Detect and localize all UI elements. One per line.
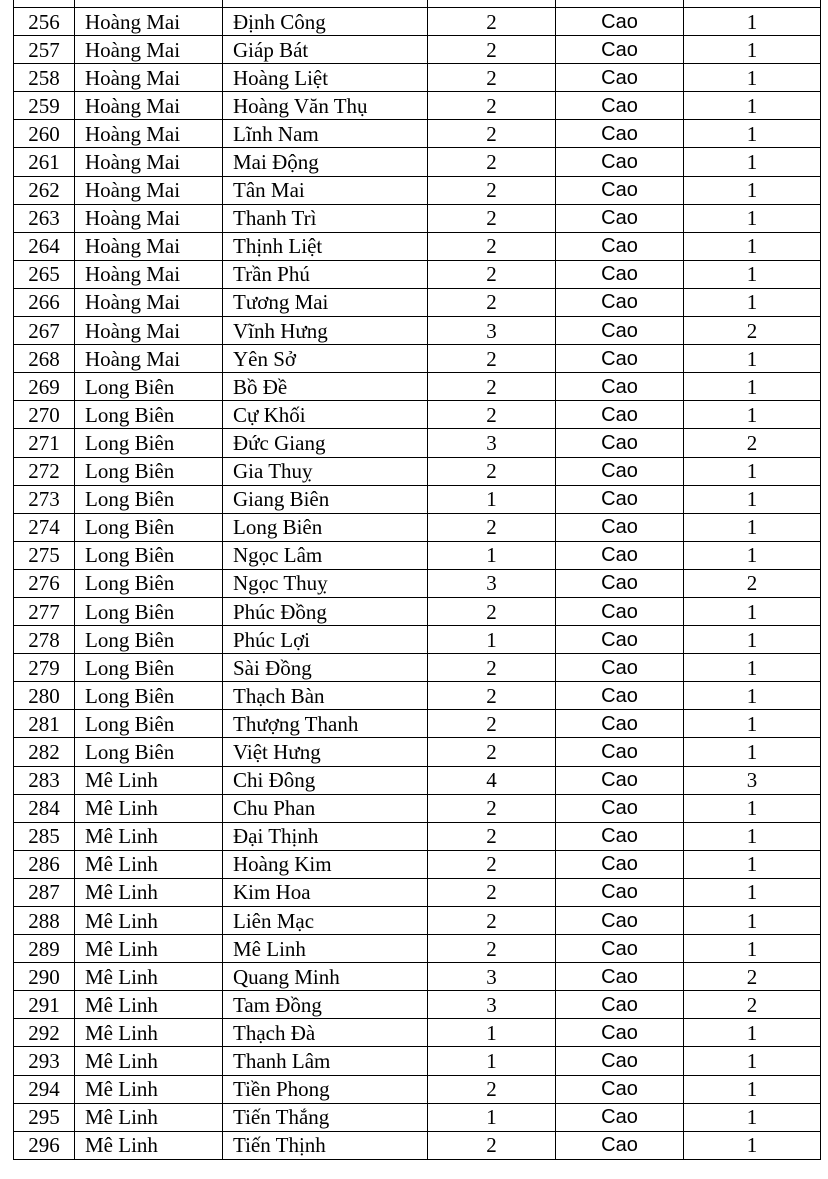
count-cell: 3	[428, 429, 556, 457]
level-cell: Cao	[556, 794, 684, 822]
level-cell: Cao	[556, 738, 684, 766]
ward-cell: Thanh Lâm	[223, 1047, 428, 1075]
count-cell: 2	[428, 260, 556, 288]
count-cell: 2	[428, 92, 556, 120]
count-cell: 2	[428, 1131, 556, 1159]
count-cell: 1	[428, 1103, 556, 1131]
count-cell: 1	[428, 626, 556, 654]
table-row	[14, 878, 821, 906]
level-cell: Cao	[556, 1075, 684, 1103]
row-number-cell: 285	[14, 822, 75, 850]
count-cell: 2	[428, 401, 556, 429]
row-number-cell: 294	[14, 1075, 75, 1103]
table-row	[14, 1075, 821, 1103]
district-cell: Hoàng Mai	[75, 232, 223, 260]
extra-count-cell: 1	[684, 148, 821, 176]
count-cell: 2	[428, 36, 556, 64]
row-number-cell: 281	[14, 710, 75, 738]
row-number-cell: 292	[14, 1019, 75, 1047]
row-number-cell: 264	[14, 232, 75, 260]
table-row	[14, 626, 821, 654]
ward-cell: Ngọc Thuỵ	[223, 569, 428, 597]
level-cell: Cao	[556, 317, 684, 345]
extra-count-cell: 2	[684, 317, 821, 345]
district-cell: Mê Linh	[75, 991, 223, 1019]
row-number-cell: 290	[14, 963, 75, 991]
extra-count-cell: 1	[684, 1103, 821, 1131]
table-row	[14, 654, 821, 682]
table-row	[14, 794, 821, 822]
extra-count-cell: 1	[684, 1075, 821, 1103]
row-number-cell: 262	[14, 176, 75, 204]
district-cell: Long Biên	[75, 710, 223, 738]
ward-cell: Hoàng Văn Thụ	[223, 92, 428, 120]
district-cell: Mê Linh	[75, 850, 223, 878]
extra-count-cell: 1	[684, 36, 821, 64]
ward-cell: Tân Mai	[223, 176, 428, 204]
count-cell: 2	[428, 288, 556, 316]
level-cell: Cao	[556, 682, 684, 710]
district-cell: Long Biên	[75, 541, 223, 569]
count-cell: 2	[428, 345, 556, 373]
count-cell: 2	[428, 738, 556, 766]
count-cell: 2	[428, 822, 556, 850]
ward-cell: Tiến Thắng	[223, 1103, 428, 1131]
table-cell-empty	[684, 0, 821, 8]
level-cell: Cao	[556, 569, 684, 597]
table-row	[14, 991, 821, 1019]
row-number-cell: 270	[14, 401, 75, 429]
table-row	[14, 429, 821, 457]
row-number-cell: 284	[14, 794, 75, 822]
table-row	[14, 597, 821, 625]
table-row	[14, 232, 821, 260]
count-cell: 1	[428, 485, 556, 513]
table-row	[14, 457, 821, 485]
district-cell: Mê Linh	[75, 963, 223, 991]
district-cell: Long Biên	[75, 626, 223, 654]
table-row	[14, 1019, 821, 1047]
level-cell: Cao	[556, 204, 684, 232]
level-cell: Cao	[556, 766, 684, 794]
level-cell: Cao	[556, 513, 684, 541]
level-cell: Cao	[556, 654, 684, 682]
table-row	[14, 373, 821, 401]
table-row	[14, 485, 821, 513]
count-cell: 2	[428, 148, 556, 176]
count-cell: 3	[428, 569, 556, 597]
district-cell: Hoàng Mai	[75, 36, 223, 64]
row-number-cell: 277	[14, 597, 75, 625]
row-number-cell: 266	[14, 288, 75, 316]
district-cell: Hoàng Mai	[75, 317, 223, 345]
extra-count-cell: 1	[684, 822, 821, 850]
count-cell: 2	[428, 850, 556, 878]
district-cell: Mê Linh	[75, 1131, 223, 1159]
table-row	[14, 345, 821, 373]
count-cell: 3	[428, 991, 556, 1019]
extra-count-cell: 2	[684, 963, 821, 991]
extra-count-cell: 1	[684, 1047, 821, 1075]
district-cell: Long Biên	[75, 401, 223, 429]
extra-count-cell: 1	[684, 738, 821, 766]
count-cell: 2	[428, 513, 556, 541]
table-row	[14, 64, 821, 92]
ward-cell: Kim Hoa	[223, 878, 428, 906]
district-cell: Mê Linh	[75, 935, 223, 963]
level-cell: Cao	[556, 401, 684, 429]
level-cell: Cao	[556, 120, 684, 148]
extra-count-cell: 1	[684, 1131, 821, 1159]
table-row	[14, 822, 821, 850]
extra-count-cell: 1	[684, 794, 821, 822]
count-cell: 2	[428, 794, 556, 822]
row-number-cell: 268	[14, 345, 75, 373]
count-cell: 2	[428, 935, 556, 963]
table-row	[14, 907, 821, 935]
extra-count-cell: 1	[684, 907, 821, 935]
row-number-cell: 269	[14, 373, 75, 401]
ward-cell: Cự Khối	[223, 401, 428, 429]
ward-cell: Trần Phú	[223, 260, 428, 288]
table-row	[14, 850, 821, 878]
table-cell-empty	[223, 0, 428, 8]
count-cell: 2	[428, 373, 556, 401]
ward-cell: Đức Giang	[223, 429, 428, 457]
extra-count-cell: 1	[684, 92, 821, 120]
table-row	[14, 682, 821, 710]
ward-cell: Ngọc Lâm	[223, 541, 428, 569]
table-row	[14, 401, 821, 429]
count-cell: 2	[428, 1075, 556, 1103]
ward-cell: Tiền Phong	[223, 1075, 428, 1103]
extra-count-cell: 1	[684, 626, 821, 654]
row-number-cell: 271	[14, 429, 75, 457]
row-number-cell: 259	[14, 92, 75, 120]
row-number-cell: 280	[14, 682, 75, 710]
table-row	[14, 513, 821, 541]
count-cell: 1	[428, 1019, 556, 1047]
level-cell: Cao	[556, 345, 684, 373]
table-row	[14, 148, 821, 176]
extra-count-cell: 1	[684, 682, 821, 710]
extra-count-cell: 1	[684, 654, 821, 682]
count-cell: 2	[428, 457, 556, 485]
table-row	[14, 710, 821, 738]
count-cell: 1	[428, 541, 556, 569]
table-row	[14, 204, 821, 232]
ward-cell: Định Công	[223, 8, 428, 36]
row-number-cell: 287	[14, 878, 75, 906]
ward-cell: Thượng Thanh	[223, 710, 428, 738]
district-cell: Hoàng Mai	[75, 204, 223, 232]
level-cell: Cao	[556, 148, 684, 176]
ward-cell: Thạch Đà	[223, 1019, 428, 1047]
table-row	[14, 1047, 821, 1075]
count-cell: 2	[428, 682, 556, 710]
table-row	[14, 36, 821, 64]
table-row	[14, 288, 821, 316]
district-cell: Mê Linh	[75, 794, 223, 822]
row-number-cell: 256	[14, 8, 75, 36]
extra-count-cell: 1	[684, 64, 821, 92]
ward-cell: Thanh Trì	[223, 204, 428, 232]
level-cell: Cao	[556, 485, 684, 513]
extra-count-cell: 2	[684, 429, 821, 457]
table-row	[14, 8, 821, 36]
extra-count-cell: 3	[684, 766, 821, 794]
district-cell: Long Biên	[75, 429, 223, 457]
extra-count-cell: 1	[684, 204, 821, 232]
row-number-cell: 272	[14, 457, 75, 485]
level-cell: Cao	[556, 626, 684, 654]
table-row	[14, 963, 821, 991]
district-cell: Long Biên	[75, 597, 223, 625]
level-cell: Cao	[556, 1131, 684, 1159]
table-row	[14, 120, 821, 148]
extra-count-cell: 1	[684, 345, 821, 373]
ward-cell: Phúc Lợi	[223, 626, 428, 654]
row-number-cell: 257	[14, 36, 75, 64]
table-row	[14, 317, 821, 345]
extra-count-cell: 1	[684, 401, 821, 429]
count-cell: 2	[428, 654, 556, 682]
level-cell: Cao	[556, 991, 684, 1019]
level-cell: Cao	[556, 373, 684, 401]
table-row	[14, 176, 821, 204]
district-cell: Long Biên	[75, 457, 223, 485]
count-cell: 2	[428, 710, 556, 738]
ward-cell: Bồ Đề	[223, 373, 428, 401]
row-number-cell: 267	[14, 317, 75, 345]
ward-cell: Gia Thuỵ	[223, 457, 428, 485]
district-cell: Mê Linh	[75, 878, 223, 906]
table-cell-empty	[75, 0, 223, 8]
table-row	[14, 1103, 821, 1131]
level-cell: Cao	[556, 878, 684, 906]
extra-count-cell: 1	[684, 176, 821, 204]
district-cell: Mê Linh	[75, 907, 223, 935]
level-cell: Cao	[556, 64, 684, 92]
district-cell: Long Biên	[75, 373, 223, 401]
ward-cell: Việt Hưng	[223, 738, 428, 766]
ward-cell: Chi Đông	[223, 766, 428, 794]
level-cell: Cao	[556, 260, 684, 288]
extra-count-cell: 1	[684, 8, 821, 36]
count-cell: 3	[428, 963, 556, 991]
ward-cell: Mê Linh	[223, 935, 428, 963]
extra-count-cell: 1	[684, 710, 821, 738]
ward-cell: Giang Biên	[223, 485, 428, 513]
row-number-cell: 291	[14, 991, 75, 1019]
district-cell: Hoàng Mai	[75, 64, 223, 92]
extra-count-cell: 1	[684, 513, 821, 541]
ward-cell: Phúc Đồng	[223, 597, 428, 625]
row-number-cell: 265	[14, 260, 75, 288]
level-cell: Cao	[556, 963, 684, 991]
ward-cell: Lĩnh Nam	[223, 120, 428, 148]
count-cell: 2	[428, 120, 556, 148]
level-cell: Cao	[556, 176, 684, 204]
table-cell-empty	[556, 0, 684, 8]
row-number-cell: 296	[14, 1131, 75, 1159]
level-cell: Cao	[556, 288, 684, 316]
extra-count-cell: 1	[684, 878, 821, 906]
ward-cell: Yên Sở	[223, 345, 428, 373]
table-row-continued	[14, 0, 821, 8]
count-cell: 2	[428, 176, 556, 204]
district-cell: Mê Linh	[75, 1075, 223, 1103]
level-cell: Cao	[556, 541, 684, 569]
district-cell: Long Biên	[75, 485, 223, 513]
ward-cell: Thịnh Liệt	[223, 232, 428, 260]
level-cell: Cao	[556, 1103, 684, 1131]
level-cell: Cao	[556, 597, 684, 625]
row-number-cell: 295	[14, 1103, 75, 1131]
count-cell: 2	[428, 232, 556, 260]
district-cell: Mê Linh	[75, 1047, 223, 1075]
count-cell: 2	[428, 204, 556, 232]
ward-cell: Giáp Bát	[223, 36, 428, 64]
district-cell: Mê Linh	[75, 766, 223, 794]
extra-count-cell: 2	[684, 569, 821, 597]
ward-cell: Quang Minh	[223, 963, 428, 991]
ward-cell: Mai Động	[223, 148, 428, 176]
row-number-cell: 283	[14, 766, 75, 794]
district-cell: Mê Linh	[75, 822, 223, 850]
district-cell: Hoàng Mai	[75, 92, 223, 120]
row-number-cell: 279	[14, 654, 75, 682]
district-cell: Hoàng Mai	[75, 8, 223, 36]
ward-cell: Thạch Bàn	[223, 682, 428, 710]
count-cell: 1	[428, 1047, 556, 1075]
extra-count-cell: 1	[684, 935, 821, 963]
level-cell: Cao	[556, 822, 684, 850]
row-number-cell: 289	[14, 935, 75, 963]
table-row	[14, 766, 821, 794]
extra-count-cell: 2	[684, 991, 821, 1019]
count-cell: 2	[428, 907, 556, 935]
table-row	[14, 92, 821, 120]
ward-table	[13, 0, 821, 1160]
district-cell: Hoàng Mai	[75, 120, 223, 148]
level-cell: Cao	[556, 907, 684, 935]
extra-count-cell: 1	[684, 120, 821, 148]
ward-cell: Tương Mai	[223, 288, 428, 316]
row-number-cell: 293	[14, 1047, 75, 1075]
extra-count-cell: 1	[684, 541, 821, 569]
row-number-cell: 263	[14, 204, 75, 232]
table-row	[14, 1131, 821, 1159]
extra-count-cell: 1	[684, 485, 821, 513]
district-cell: Mê Linh	[75, 1103, 223, 1131]
count-cell: 2	[428, 878, 556, 906]
count-cell: 4	[428, 766, 556, 794]
ward-cell: Long Biên	[223, 513, 428, 541]
row-number-cell: 260	[14, 120, 75, 148]
extra-count-cell: 1	[684, 597, 821, 625]
row-number-cell: 261	[14, 148, 75, 176]
row-number-cell: 274	[14, 513, 75, 541]
ward-cell: Chu Phan	[223, 794, 428, 822]
ward-cell: Liên Mạc	[223, 907, 428, 935]
district-cell: Hoàng Mai	[75, 288, 223, 316]
district-cell: Hoàng Mai	[75, 345, 223, 373]
extra-count-cell: 1	[684, 457, 821, 485]
district-cell: Long Biên	[75, 513, 223, 541]
level-cell: Cao	[556, 8, 684, 36]
district-cell: Hoàng Mai	[75, 176, 223, 204]
table-row	[14, 260, 821, 288]
row-number-cell: 275	[14, 541, 75, 569]
district-cell: Hoàng Mai	[75, 260, 223, 288]
row-number-cell: 276	[14, 569, 75, 597]
table-row	[14, 738, 821, 766]
district-cell: Long Biên	[75, 738, 223, 766]
count-cell: 2	[428, 64, 556, 92]
table-cell-empty	[428, 0, 556, 8]
table-row	[14, 935, 821, 963]
level-cell: Cao	[556, 36, 684, 64]
table-row	[14, 569, 821, 597]
ward-table-body	[14, 0, 821, 1159]
district-cell: Long Biên	[75, 682, 223, 710]
level-cell: Cao	[556, 92, 684, 120]
level-cell: Cao	[556, 457, 684, 485]
row-number-cell: 278	[14, 626, 75, 654]
level-cell: Cao	[556, 232, 684, 260]
ward-cell: Tam Đồng	[223, 991, 428, 1019]
ward-cell: Vĩnh Hưng	[223, 317, 428, 345]
row-number-cell: 288	[14, 907, 75, 935]
district-cell: Mê Linh	[75, 1019, 223, 1047]
ward-cell: Sài Đồng	[223, 654, 428, 682]
district-cell: Long Biên	[75, 654, 223, 682]
row-number-cell: 286	[14, 850, 75, 878]
extra-count-cell: 1	[684, 373, 821, 401]
ward-cell: Tiến Thịnh	[223, 1131, 428, 1159]
extra-count-cell: 1	[684, 1019, 821, 1047]
ward-cell: Đại Thịnh	[223, 822, 428, 850]
count-cell: 2	[428, 8, 556, 36]
extra-count-cell: 1	[684, 850, 821, 878]
row-number-cell: 273	[14, 485, 75, 513]
extra-count-cell: 1	[684, 288, 821, 316]
table-cell-empty	[14, 0, 75, 8]
ward-cell: Hoàng Liệt	[223, 64, 428, 92]
level-cell: Cao	[556, 1047, 684, 1075]
district-cell: Long Biên	[75, 569, 223, 597]
row-number-cell: 282	[14, 738, 75, 766]
extra-count-cell: 1	[684, 232, 821, 260]
table-row	[14, 541, 821, 569]
ward-cell: Hoàng Kim	[223, 850, 428, 878]
count-cell: 2	[428, 597, 556, 625]
level-cell: Cao	[556, 850, 684, 878]
level-cell: Cao	[556, 935, 684, 963]
extra-count-cell: 1	[684, 260, 821, 288]
level-cell: Cao	[556, 429, 684, 457]
district-cell: Hoàng Mai	[75, 148, 223, 176]
level-cell: Cao	[556, 1019, 684, 1047]
row-number-cell: 258	[14, 64, 75, 92]
count-cell: 3	[428, 317, 556, 345]
level-cell: Cao	[556, 710, 684, 738]
